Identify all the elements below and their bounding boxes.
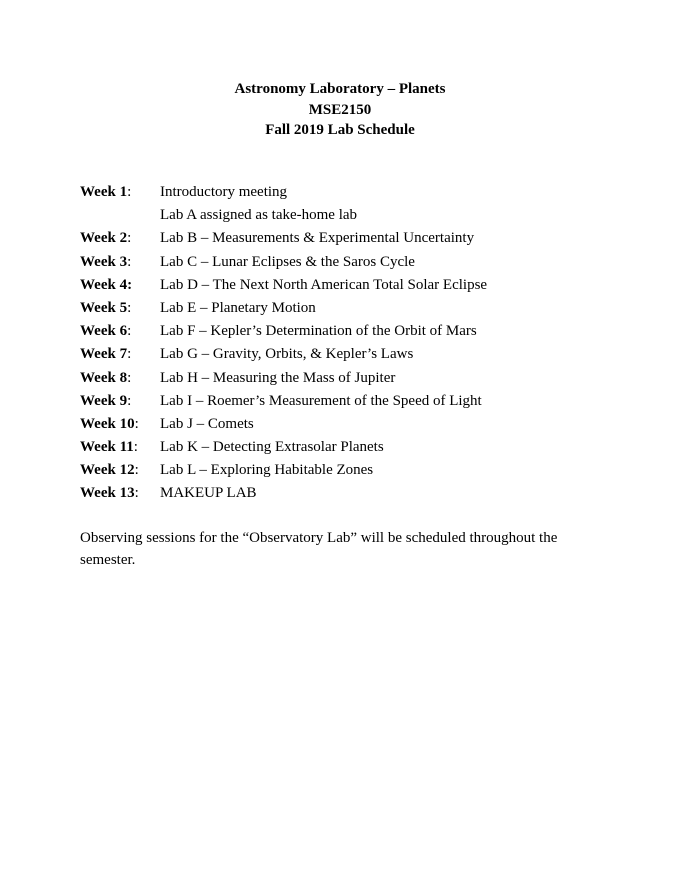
week-colon: : <box>127 253 132 270</box>
week-colon: : <box>127 323 132 340</box>
schedule-row <box>80 437 640 460</box>
week-colon: : <box>127 392 132 409</box>
week-number: Week 9 <box>80 392 128 409</box>
week-label <box>80 391 131 411</box>
lab-description: Introductory meeting <box>160 184 288 200</box>
week-number: Week 7 <box>80 346 128 363</box>
week-number: Week 1 <box>80 184 128 200</box>
week-number: Week 12 <box>80 462 135 479</box>
week-label <box>80 275 132 295</box>
week-colon: : <box>127 299 132 316</box>
week-number: Week 10 <box>80 415 135 432</box>
week-colon: : <box>127 369 132 386</box>
week-label <box>80 182 131 202</box>
schedule-row <box>80 344 640 367</box>
schedule-row <box>80 205 640 228</box>
week-number: Week 2 <box>80 230 128 247</box>
week-colon: : <box>127 346 132 363</box>
schedule-row <box>80 182 640 205</box>
lab-description: Lab D – The Next North American Total Solar Eclipse <box>160 276 488 293</box>
week-label <box>80 228 131 248</box>
schedule-row <box>80 391 640 414</box>
course-code: MSE2150 <box>308 101 372 118</box>
week-number: Week 6 <box>80 323 128 340</box>
week-number: Week 13 <box>80 485 135 502</box>
week-colon: : <box>127 276 133 293</box>
week-label <box>80 321 131 341</box>
schedule-row <box>80 460 640 483</box>
lab-description: Lab B – Measurements & Experimental Uncertainty <box>160 230 475 247</box>
schedule-row <box>80 298 640 321</box>
term-schedule-heading: Fall 2019 Lab Schedule <box>265 122 415 138</box>
week-label <box>80 437 138 457</box>
week-colon: : <box>127 184 132 200</box>
week-colon: : <box>134 415 139 432</box>
lab-description: Lab E – Planetary Motion <box>160 299 316 316</box>
week-colon: : <box>133 439 138 456</box>
week-label <box>80 344 131 364</box>
week-label <box>80 368 131 388</box>
lab-description: Lab F – Kepler’s Determination of the Orbit of Mars <box>160 323 477 340</box>
schedule-row <box>80 483 640 506</box>
schedule-row <box>80 321 640 344</box>
week-colon: : <box>134 485 139 502</box>
lab-schedule-list <box>80 182 640 507</box>
week-number: Week 11 <box>80 439 134 456</box>
schedule-row <box>80 228 640 251</box>
lab-description: Lab K – Detecting Extrasolar Planets <box>160 439 384 456</box>
lab-description: Lab G – Gravity, Orbits, & Kepler’s Laws <box>160 346 414 363</box>
lab-description: Lab L – Exploring Habitable Zones <box>160 462 374 479</box>
document-title: Astronomy Laboratory – Planets <box>234 81 446 97</box>
week-label <box>80 460 139 480</box>
week-colon: : <box>127 230 132 247</box>
schedule-row <box>80 368 640 391</box>
schedule-row <box>80 275 640 298</box>
week-label <box>80 483 139 503</box>
title-block <box>0 79 680 141</box>
observing-sessions-note: Observing sessions for the “Observatory Lab” will be scheduled throughout the semester. <box>80 530 558 568</box>
week-number: Week 8 <box>80 369 128 386</box>
lab-description: Lab A assigned as take-home lab <box>160 207 358 224</box>
lab-description: Lab J – Comets <box>160 415 254 432</box>
week-label <box>80 252 131 272</box>
schedule-row <box>80 252 640 275</box>
week-number: Week 3 <box>80 253 128 270</box>
lab-description: Lab I – Roemer’s Measurement of the Speed of Light <box>160 392 482 409</box>
week-label <box>80 414 139 434</box>
week-number: Week 4 <box>80 276 128 293</box>
lab-description: Lab H – Measuring the Mass of Jupiter <box>160 369 396 386</box>
week-colon: : <box>134 462 139 479</box>
lab-description: MAKEUP LAB <box>160 485 257 502</box>
schedule-row <box>80 414 640 437</box>
week-number: Week 5 <box>80 299 128 316</box>
lab-description: Lab C – Lunar Eclipses & the Saros Cycle <box>160 253 415 270</box>
week-label <box>80 298 131 318</box>
